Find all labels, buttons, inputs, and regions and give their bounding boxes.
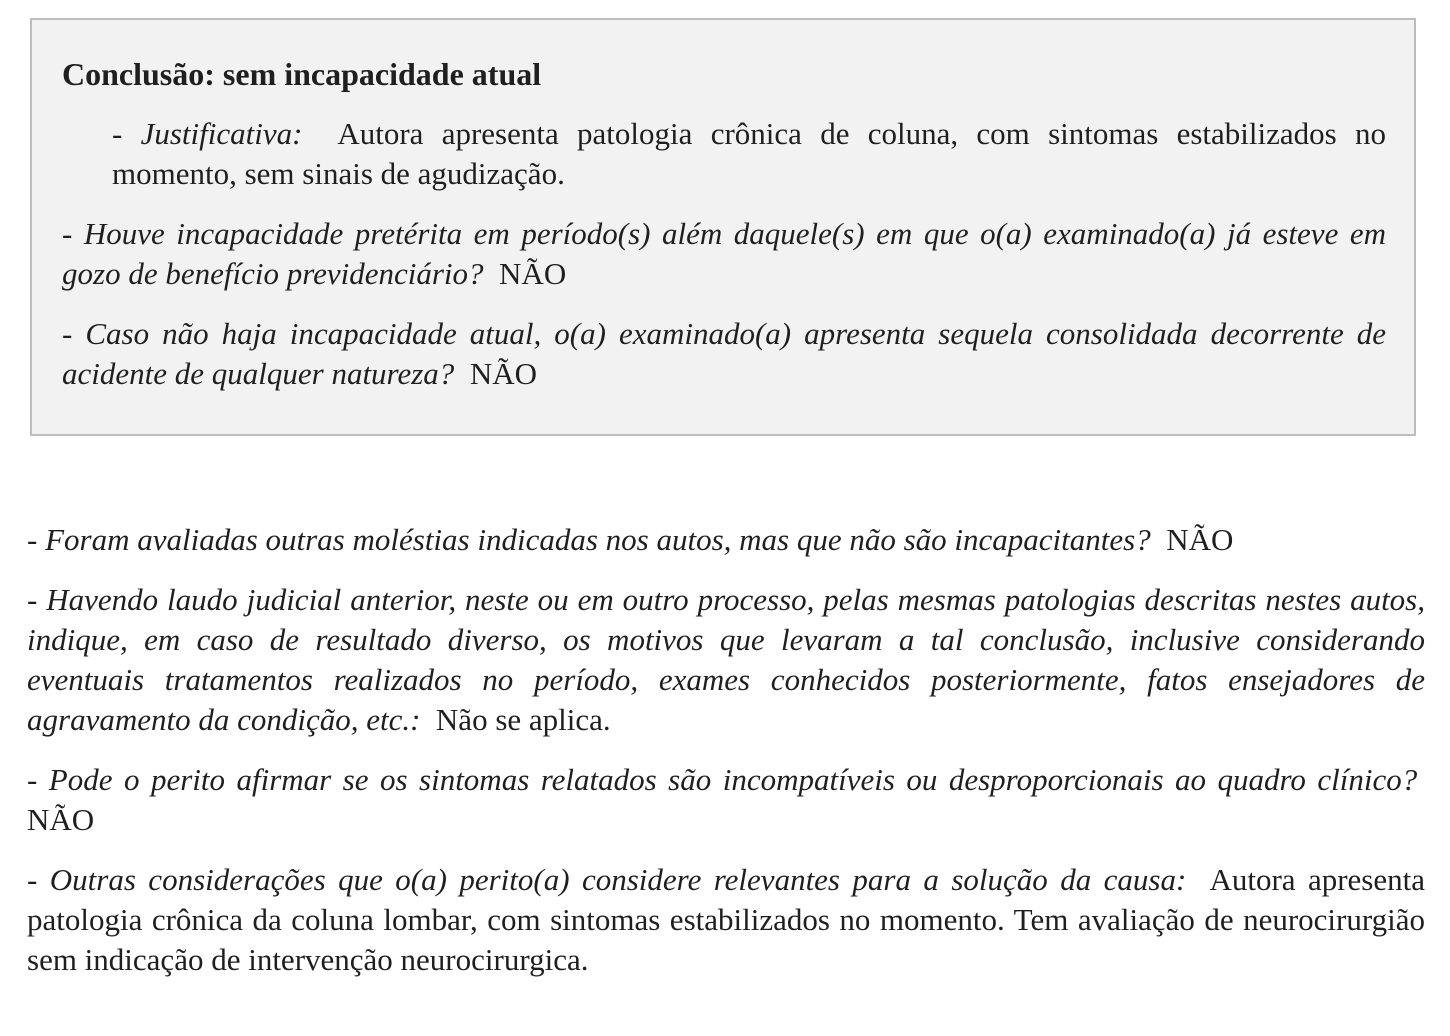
justificativa-paragraph [112, 114, 1386, 194]
question-text: - Outras considerações que o(a) perito(a) considere relevantes para a solução da causa: [27, 862, 1187, 897]
question-consolidated-sequela [62, 314, 1386, 394]
question-symptoms-compatibility [27, 760, 1425, 840]
conclusion-title: Conclusão: sem incapacidade atual [62, 56, 542, 92]
question-text: - Pode o perito afirmar se os sintomas relatados são incompatíveis ou desproporcionais ao quadro clínico? [27, 762, 1418, 797]
additional-questions [27, 520, 1425, 1000]
justificativa-text: Autora apresenta patologia crônica de coluna, com sintomas estabilizados no momento, sem sinais de agudização. [112, 116, 1387, 191]
answer-text: NÃO [499, 256, 567, 291]
question-text: - Houve incapacidade pretérita em período(s) além daquele(s) em que o(a) examinado(a) já esteve em gozo de benefício previdenciário? [62, 216, 1386, 291]
question-text: - Havendo laudo judicial anterior, neste ou em outro processo, pelas mesmas patologias descritas nestes autos, indique, em caso de resultado diverso, os motivos que levaram a tal conclusão, inclusive considerando eventuais tratamentos realizados no período, exames conhecidos posteriormente, fatos ensejadores de agravamento da condição, etc.: [27, 582, 1425, 737]
answer-text: NÃO [1166, 522, 1234, 557]
question-other-considerations [27, 860, 1425, 980]
answer-text: Autora apresenta patologia crônica da coluna lombar, com sintomas estabilizados no momento. Tem avaliação de neurocirurgião sem indicação de intervenção neurocirurgica. [27, 862, 1426, 977]
answer-text: NÃO [27, 802, 95, 837]
answer-text: NÃO [469, 356, 537, 391]
justificativa-label: - Justificativa: [112, 116, 303, 151]
conclusion-box [30, 18, 1416, 436]
answer-text: Não se aplica. [435, 702, 611, 737]
question-past-incapacity [62, 214, 1386, 294]
question-other-illnesses [27, 520, 1425, 560]
question-text: - Caso não haja incapacidade atual, o(a) examinado(a) apresenta sequela consolidada decorrente de acidente de qualquer natureza? [62, 316, 1386, 391]
question-previous-report [27, 580, 1425, 740]
question-text: - Foram avaliadas outras moléstias indicadas nos autos, mas que não são incapacitantes? [27, 522, 1151, 557]
